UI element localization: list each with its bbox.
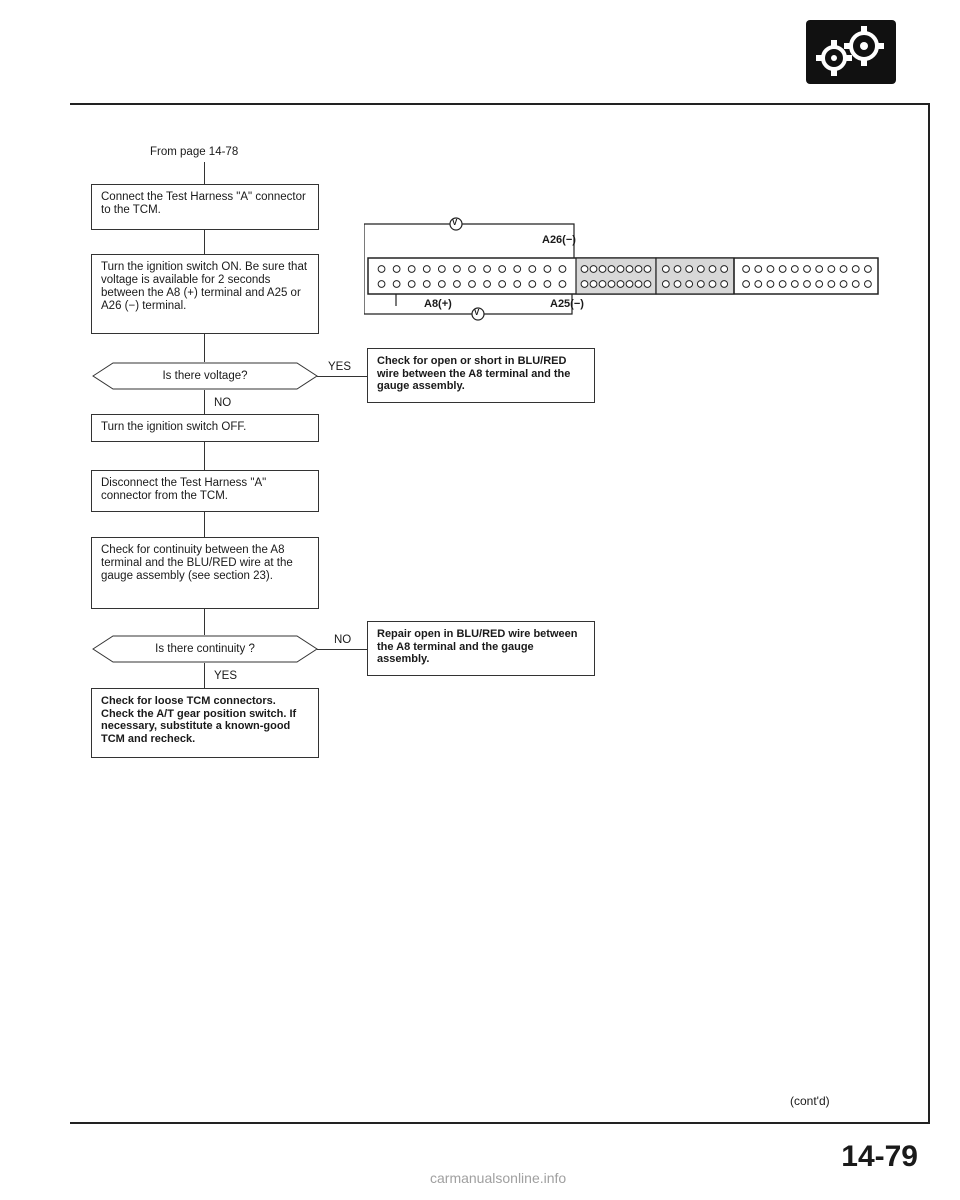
connector-pin: [423, 281, 430, 288]
connector-pin: [816, 266, 823, 273]
connector-line: [317, 376, 367, 377]
connector-pin: [581, 266, 588, 273]
connector-pin: [559, 266, 566, 273]
connector-pin: [378, 281, 385, 288]
connector-pin: [529, 281, 536, 288]
watermark-text: carmanualsonline.info: [430, 1170, 567, 1186]
connector-pin: [423, 266, 430, 273]
connector-pin: [544, 266, 551, 273]
connector-pin: [709, 266, 716, 273]
connector-pin: [590, 266, 597, 273]
connector-pin: [617, 281, 624, 288]
connector-pin: [791, 266, 798, 273]
connector-pin: [408, 266, 415, 273]
connector-pin: [559, 281, 566, 288]
connector-pin: [662, 266, 669, 273]
step-disconnect-harness: Disconnect the Test Harness "A" connector from the TCM.: [91, 470, 319, 512]
connector-pin: [865, 281, 872, 288]
connector-pin: [438, 281, 445, 288]
connector-pin: [581, 281, 588, 288]
step-check-continuity: Check for continuity between the A8 terminal and the BLU/RED wire at the gauge assembly (see section 23).: [91, 537, 319, 609]
connector-pin: [779, 266, 786, 273]
decision-continuity: [91, 635, 319, 663]
connector-pin: [608, 281, 615, 288]
connector-pin: [779, 281, 786, 288]
from-page-note: From page 14-78: [150, 146, 239, 158]
connector-pin: [608, 266, 615, 273]
connector-line: [204, 162, 205, 184]
connector-pin: [709, 281, 716, 288]
connector-pin: [635, 266, 642, 273]
connector-pin: [469, 266, 476, 273]
no-label: NO: [214, 397, 232, 409]
connector-pin: [599, 281, 606, 288]
connector-line: [204, 609, 205, 635]
connector-pin: [755, 266, 762, 273]
bottom-rule: [70, 1122, 930, 1124]
connector-pin: [852, 266, 859, 273]
connector-pin: [852, 281, 859, 288]
connector-pin: [755, 281, 762, 288]
connector-pin: [804, 281, 811, 288]
connector-pin: [438, 266, 445, 273]
meter-symbol-top: V: [452, 218, 458, 227]
connector-pin: [721, 266, 728, 273]
connector-pin: [697, 266, 704, 273]
result-check-tcm: Check for loose TCM connectors. Check the A/T gear position switch. If necessary, substitute a known-good TCM and recheck.: [91, 688, 319, 758]
continued-note: (cont'd): [790, 1094, 830, 1108]
connector-pin: [484, 266, 491, 273]
decision-continuity-text: Is there continuity ?: [155, 643, 255, 655]
connector-pin: [514, 281, 521, 288]
step-connect-harness: Connect the Test Harness "A" connector to the TCM.: [91, 184, 319, 230]
connector-pin: [644, 281, 651, 288]
no-label: NO: [334, 634, 352, 646]
yes-label: YES: [328, 361, 352, 373]
step-ignition-off: Turn the ignition switch OFF.: [91, 414, 319, 442]
connector-pin: [514, 266, 521, 273]
yes-label: YES: [214, 670, 238, 682]
connector-pin: [721, 281, 728, 288]
connector-pin: [743, 281, 750, 288]
connector-line: [317, 649, 367, 650]
connector-pin: [454, 266, 461, 273]
connector-pin: [393, 281, 400, 288]
connector-pin: [626, 281, 633, 288]
connector-pin: [697, 281, 704, 288]
connector-pin: [791, 281, 798, 288]
top-rule: [70, 103, 930, 105]
connector-pin: [590, 281, 597, 288]
label-a26: A26(−): [542, 234, 576, 246]
connector-line: [204, 512, 205, 537]
connector-pin: [816, 281, 823, 288]
connector-pin: [865, 266, 872, 273]
tcm-connector-diagram: [364, 214, 884, 324]
gear-icon: [806, 20, 896, 84]
connector-pin: [408, 281, 415, 288]
connector-pin: [743, 266, 750, 273]
result-check-open-short: Check for open or short in BLU/RED wire between the A8 terminal and the gauge assembly.: [367, 348, 595, 403]
connector-line: [204, 230, 205, 254]
connector-pin: [484, 281, 491, 288]
connector-line: [204, 663, 205, 688]
connector-pin: [599, 266, 606, 273]
connector-pin: [393, 266, 400, 273]
connector-pin: [544, 281, 551, 288]
right-rule: [928, 103, 930, 1123]
decision-voltage: [91, 362, 319, 390]
connector-pin: [662, 281, 669, 288]
connector-pin: [828, 266, 835, 273]
connector-pin: [635, 281, 642, 288]
connector-pin: [469, 281, 476, 288]
meter-symbol-bottom: V: [474, 308, 480, 317]
step-ignition-on: Turn the ignition switch ON. Be sure that voltage is available for 2 seconds between the A8 (+) terminal and A25 or A26 (−) terminal.: [91, 254, 319, 334]
decision-voltage-text: Is there voltage?: [162, 370, 248, 382]
label-a8: A8(+): [424, 298, 452, 310]
connector-pin: [767, 281, 774, 288]
connector-pin: [499, 266, 506, 273]
page-number: 14-79: [841, 1140, 918, 1173]
connector-pin: [499, 281, 506, 288]
label-a25: A25(−): [550, 298, 584, 310]
connector-pin: [617, 266, 624, 273]
result-repair-open: Repair open in BLU/RED wire between the A8 terminal and the gauge assembly.: [367, 621, 595, 676]
connector-pin: [840, 266, 847, 273]
connector-line: [204, 390, 205, 414]
connector-pin: [804, 266, 811, 273]
connector-pin: [674, 266, 681, 273]
connector-pin: [378, 266, 385, 273]
connector-line: [204, 442, 205, 470]
connector-pin: [840, 281, 847, 288]
connector-pin: [626, 266, 633, 273]
connector-pin: [529, 266, 536, 273]
connector-pin: [686, 281, 693, 288]
connector-pin: [828, 281, 835, 288]
connector-pin: [686, 266, 693, 273]
connector-pin: [674, 281, 681, 288]
connector-line: [204, 334, 205, 362]
connector-pin: [644, 266, 651, 273]
connector-pin: [767, 266, 774, 273]
connector-pin: [454, 281, 461, 288]
